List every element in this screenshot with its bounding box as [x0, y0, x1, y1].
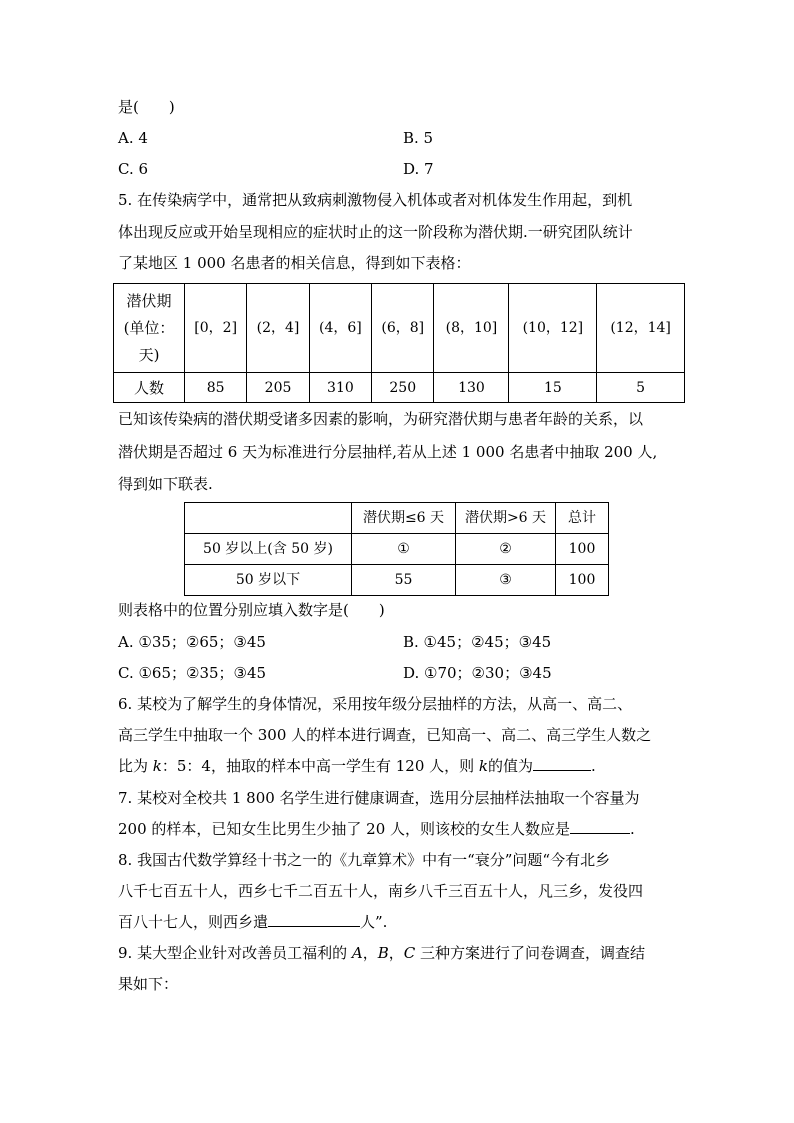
- question-5-line-2: 体出现反应或开始呈现相应的症状时止的这一阶段称为潜伏期.一研究团队统计: [118, 223, 633, 241]
- count-cell: 85: [185, 373, 247, 403]
- table-cell: 55: [352, 565, 456, 596]
- question-6-line-2: 高三学生中抽取一个 300 人的样本进行调查，已知高一、高二、高三学生人数之: [118, 726, 652, 744]
- table-cell: 100: [556, 534, 609, 565]
- question-5-option-b: B. ①45；②45；③45: [403, 633, 552, 651]
- question-4-option-c: C. 6: [118, 160, 149, 178]
- row-label-cell: 人数: [114, 373, 185, 403]
- table-row: [114, 373, 685, 403]
- question-5-line-5: 潜伏期是否超过 6 天为标准进行分层抽样,若从上述 1 000 名患者中抽取 200 人,: [118, 443, 658, 461]
- question-4-option-b: B. 5: [403, 129, 434, 147]
- question-5-option-a: A. ①35；②65；③45: [118, 633, 266, 651]
- question-5-line-6: 得到如下联表.: [118, 475, 213, 493]
- question-7-line-1: 7. 某校对全校共 1 800 名学生进行健康调查，选用分层抽样法抽取一个容量为: [118, 789, 640, 807]
- count-cell: 250: [372, 373, 434, 403]
- incubation-table: [113, 283, 685, 403]
- question-5-option-c: C. ①65；②35；③45: [118, 664, 267, 682]
- question-5-line-7: 则表格中的位置分别应填入数字是( ): [118, 601, 385, 619]
- table-header-cell: 潜伏期 (单位： 天): [114, 284, 185, 373]
- interval-cell: (10，12]: [509, 284, 597, 373]
- interval-cell: [0，2]: [185, 284, 247, 373]
- table-header-cell: 总计: [556, 503, 609, 534]
- answer-blank: [570, 819, 630, 834]
- count-cell: 5: [597, 373, 685, 403]
- table-cell: 50 岁以上(含 50 岁): [185, 534, 352, 565]
- table-header-cell: 潜伏期≤6 天: [352, 503, 456, 534]
- count-cell: 15: [509, 373, 597, 403]
- question-6-line-3: 比为 k：5：4，抽取的样本中高一学生有 120 人，则 k的值为 .: [118, 757, 596, 775]
- question-9-line-1: 9. 某大型企业针对改善员工福利的 A，B，C 三种方案进行了问卷调查，调查结: [118, 944, 646, 962]
- question-4-option-a: A. 4: [118, 129, 148, 147]
- interval-cell: (4，6]: [309, 284, 371, 373]
- table-cell: ②: [456, 534, 556, 565]
- answer-blank: [533, 756, 591, 771]
- question-5-line-4: 已知该传染病的潜伏期受诸多因素的影响，为研究潜伏期与患者年龄的关系，以: [118, 410, 644, 428]
- interval-cell: (2，4]: [247, 284, 309, 373]
- table-cell: 50 岁以下: [185, 565, 352, 596]
- interval-cell: (6，8]: [372, 284, 434, 373]
- question-8-line-3: 百八十七人，则西乡遣 人”.: [118, 913, 388, 931]
- table-header-cell: [185, 503, 352, 534]
- table-cell: ③: [456, 565, 556, 596]
- count-cell: 205: [247, 373, 309, 403]
- table-row: [185, 534, 609, 565]
- question-5-option-d: D. ①70；②30；③45: [403, 664, 552, 682]
- count-cell: 130: [434, 373, 509, 403]
- interval-cell: (12，14]: [597, 284, 685, 373]
- question-6-line-1: 6. 某校为了解学生的身体情况，采用按年级分层抽样的方法，从高一、高二、: [118, 695, 633, 713]
- table-row: [185, 565, 609, 596]
- question-5-line-1: 5. 在传染病学中，通常把从致病刺激物侵入机体或者对机体发生作用起，到机: [118, 191, 633, 209]
- table-row: [114, 284, 685, 373]
- table-cell: 100: [556, 565, 609, 596]
- table-row: [185, 503, 609, 534]
- question-8-line-1: 8. 我国古代数学算经十书之一的《九章算术》中有一“衰分”问题“今有北乡: [118, 851, 611, 869]
- question-7-line-2: 200 的样本，已知女生比男生少抽了 20 人，则该校的女生人数应是 .: [118, 820, 635, 838]
- question-9-line-2: 果如下：: [118, 975, 179, 993]
- question-4-option-d: D. 7: [403, 160, 434, 178]
- count-cell: 310: [309, 373, 371, 403]
- question-8-line-2: 八千七百五十人，西乡七千二百五十人，南乡八千三百五十人，凡三乡，发役四: [118, 882, 644, 900]
- question-5-line-3: 了某地区 1 000 名患者的相关信息，得到如下表格：: [118, 254, 471, 272]
- interval-cell: (8，10]: [434, 284, 509, 373]
- question-4-stem-end: 是( ): [118, 98, 175, 116]
- answer-blank: [268, 912, 360, 927]
- table-header-cell: 潜伏期>6 天: [456, 503, 556, 534]
- contingency-table: [184, 502, 609, 596]
- table-cell: ①: [352, 534, 456, 565]
